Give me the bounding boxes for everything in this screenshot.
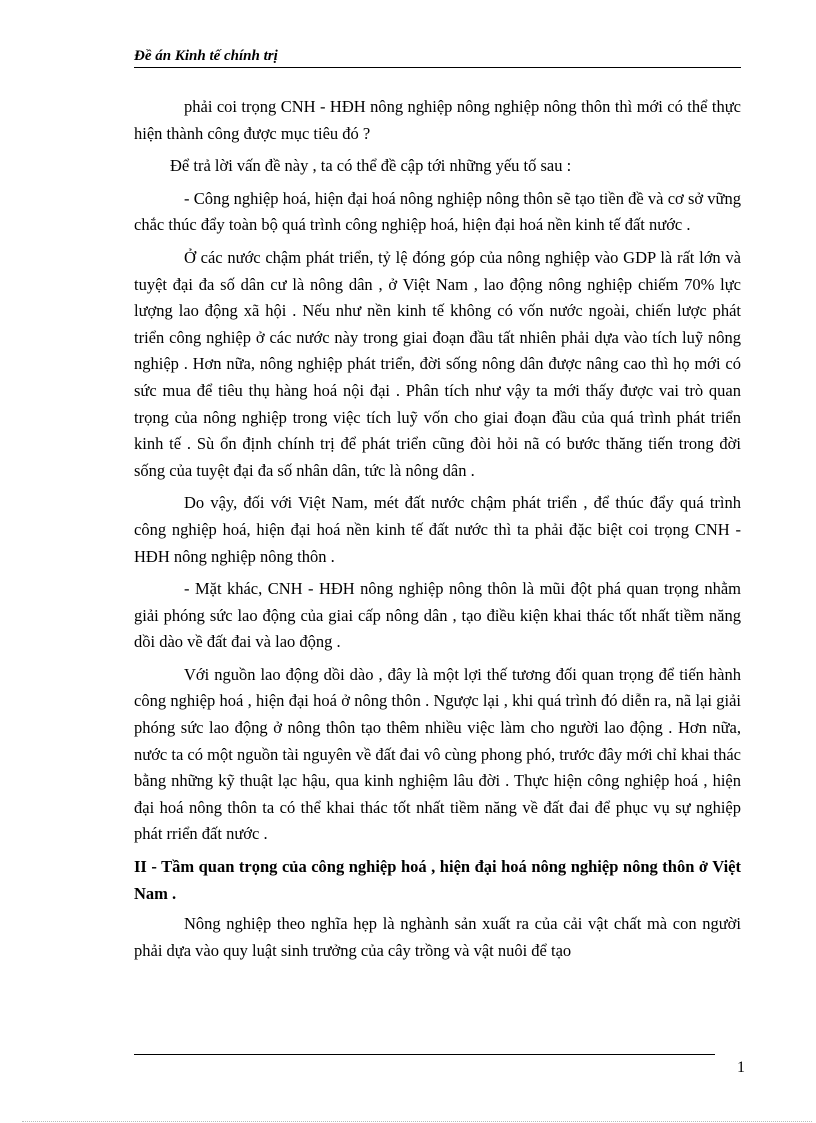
paragraph: - Mặt khác, CNH - HĐH nông nghiệp nông thôn là mũi đột phá quan trọng nhằm giải phóng sức lao động của giai cấp nông dân , tạo điều kiện khai thác tốt nhất tiềm năng dồi dào về đất đai và lao động .	[134, 579, 741, 652]
paragraph: Ở các nước chậm phát triển, tỷ lệ đóng góp của nông nghiệp vào GDP là rất lớn và tuyệt đại đa số dân cư là nông dân , ở Việt Nam , lao động nông nghiệp chiếm 70% lực lượng lao động xã hội . Nếu như nền kinh tế không có vốn nước ngoài, chiến lược phát triển công nghiệp ở các nước này trong giai đoạn đầu tất nhiên phải dựa vào tích luỹ nông nghiệp . Hơn nữa, nông nghiệp phát triển, đời sống nông dân được nâng cao thì họ mới có sức mua để tiêu thụ hàng hoá nội đại . Phân tích như vậy ta mới thấy được vai trò quan trọng của nông nghiệp trong việc tích luỹ vốn cho giai đoạn đầu của quá trình phát triển kinh tế . Sù ổn định chính trị để phát triển cũng đòi hỏi nã có bước thăng tiến trong đời sống của tuyệt đại đa số nhân dân, tức là nông dân .	[134, 247, 741, 480]
section-heading: II - Tầm quan trọng của công nghiệp hoá , hiện đại hoá nông nghiệp nông thôn ở Việt Nam .	[134, 857, 741, 903]
footer-divider	[134, 1054, 715, 1055]
paragraph: Do vậy, đối với Việt Nam, mét đất nước chậm phát triển , để thúc đẩy quá trình công nghiệp hoá, hiện đại hoá nền kinh tế đất nước thì ta phải đặc biệt coi trọng CNH - HĐH nông nghiệp nông thôn .	[134, 493, 741, 566]
paragraph: Với nguồn lao động dồi dào , đây là một lợi thế tương đối quan trọng để tiến hành công nghiệp hoá , hiện đại hoá ở nông thôn . Ngược lại , khi quá trình đó diễn ra, nã lại giải phóng sức lao động ở nông thôn tạo thêm nhiều việc làm cho người lao động . Hơn nữa, nước ta có một nguồn tài nguyên về đất đai vô cùng phong phó, trước đây mới chỉ khai thác bằng những kỹ thuật lạc hậu, qua kinh nghiệm lâu đời . Thực hiện công nghiệp hoá , hiện đại hoá nông thôn ta có thể khai thác tốt nhất tiềm năng về đất đai để phục vụ sự nghiệp phát rriển đất nước .	[134, 664, 741, 844]
page-number: 1	[737, 1059, 745, 1076]
paragraph: - Công nghiệp hoá, hiện đại hoá nông nghiệp nông thôn sẽ tạo tiền đề và cơ sở vững chắc thúc đẩy toàn bộ quá trình công nghiệp hoá, hiện đại hoá nền kinh tế đất nước .	[134, 188, 741, 235]
page-edge-divider	[22, 1121, 812, 1122]
document-title: Đề án Kinh tế chính trị	[134, 48, 278, 64]
paragraph: Nông nghiệp theo nghĩa hẹp là nghành sản xuất ra của cải vật chất mà con người phải dựa vào quy luật sinh trưởng của cây trồng và vật nuôi để tạo	[134, 914, 741, 960]
page-header	[134, 47, 741, 68]
document-body	[134, 94, 741, 970]
paragraph-continuation: phải coi trọng CNH - HĐH nông nghiệp nông nghiệp nông thôn thì mới có thể thực hiện thành công được mục tiêu đó ?	[134, 97, 741, 143]
paragraph: Để trả lời vấn đề này , ta có thể đề cập tới những yếu tố sau :	[170, 156, 572, 176]
